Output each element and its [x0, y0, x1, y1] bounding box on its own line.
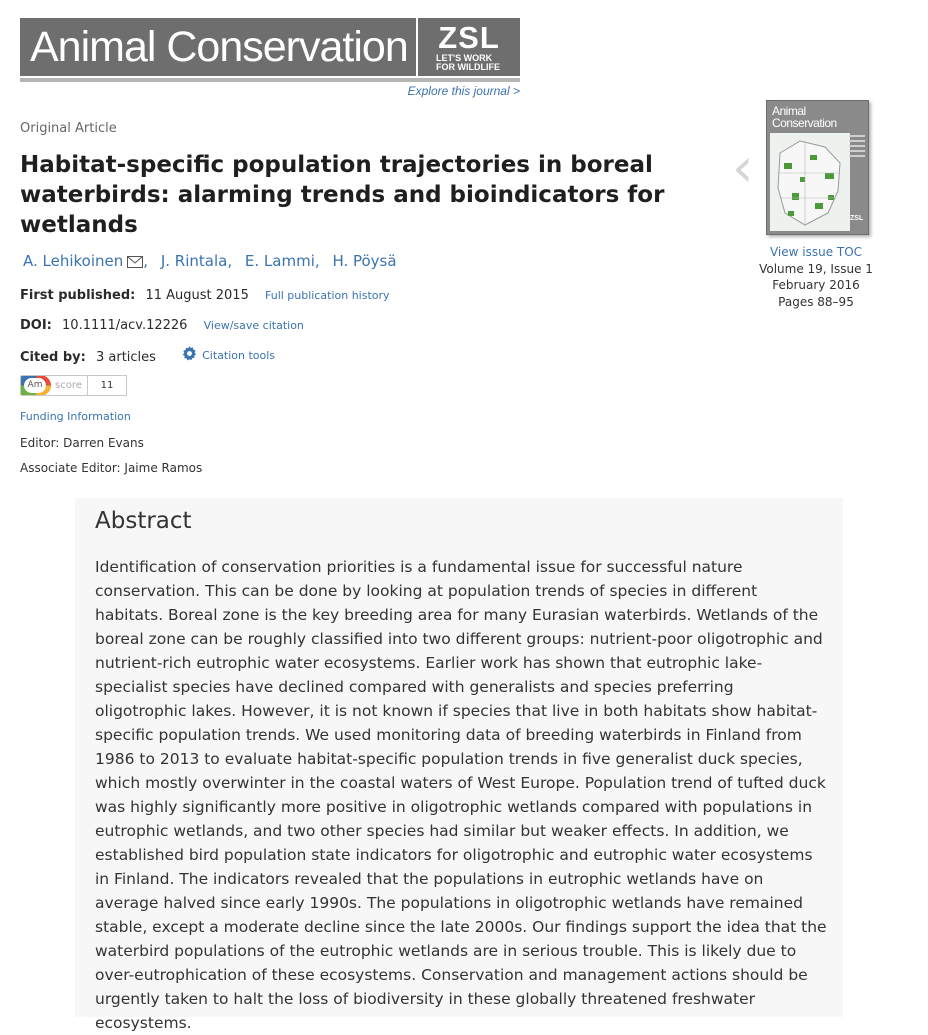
- full-publication-history-link[interactable]: Full publication history: [265, 289, 390, 302]
- cover-journal-title: Animal Conservation: [772, 104, 837, 130]
- view-issue-toc-link[interactable]: View issue TOC: [769, 245, 863, 259]
- doi-label: DOI:: [20, 318, 52, 333]
- altmetric-badge[interactable]: [20, 375, 88, 396]
- abstract-text: Identification of conservation priorities is a fundamental issue for successful nature conservation. This can be done by looking at population trends of species in different habitats. Boreal zone is the key breeding area for many Eurasian waterbirds. Wetlands of the boreal zone can be roughly classified into two different groups: nutrient-poor oligotrophic and nutrient-rich eutrophic water ecosystems. Earlier work has shown that eutrophic lake-specialist species have declined compared with generalists and species preferring oligotrophic lakes. However, it is not known if species that live in both habitats show habitat-specific population trends. We used monitoring data of breeding waterbirds in Finland from 1986 to 2013 to evaluate habitat-specific population trends in five generalist duck species, which mostly overwinter in the coastal waters of West Europe. Population trend of tufted duck was highly significantly more positive in oligotrophic wetlands compared with populations in eutrophic wetlands, and two other species had similar but weaker effects. In addition, we established bird population state indicators for oligotrophic and eutrophic water ecosystems in Finland. The indicators revealed that the populations in eutrophic wetlands have on average halved since early 1990s. The populations in oligotrophic wetlands have remained stable, except a moderate decline since the late 2000s. Our findings support the idea that the waterbird populations of the eutrophic wetlands are in serious trouble. This is likely due to over-eutrophication of these ecosystems. Conservation and management actions should be urgently taken to halt the loss of biodiversity in these globally threatened freshwater ecosystems.: [95, 558, 827, 1032]
- abstract-heading: Abstract: [95, 508, 192, 534]
- altmetric-donut-icon: [21, 375, 51, 396]
- doi-value[interactable]: 10.1111/acv.12226: [62, 318, 188, 333]
- banner-underline: [20, 78, 520, 82]
- explore-journal-link[interactable]: Explore this journal >: [407, 84, 520, 98]
- journal-banner[interactable]: [20, 18, 520, 82]
- doi-row: [20, 318, 304, 333]
- citation-tools-label: Citation tools: [202, 348, 276, 362]
- issue-volume: Volume 19, Issue 1: [759, 261, 873, 276]
- article-type: Original Article: [20, 121, 117, 136]
- cover-zsl-logo: ZSL: [850, 215, 864, 222]
- author-list: [23, 252, 397, 272]
- author-link[interactable]: H. Pöysä: [332, 252, 397, 270]
- cited-by-label: Cited by:: [20, 350, 86, 365]
- zsl-tagline: LET'S WORK FOR WILDLIFE: [436, 53, 500, 72]
- altmetric-score-value: 11: [87, 375, 127, 396]
- gear-icon: [182, 346, 197, 364]
- author-link[interactable]: E. Lammi: [244, 252, 315, 270]
- altmetric-am-label: Am: [24, 378, 46, 393]
- altmetric-widget[interactable]: [20, 375, 127, 396]
- associate-editor: Associate Editor: Jaime Ramos: [20, 461, 203, 475]
- author-link[interactable]: A. Lehikoinen: [23, 252, 124, 270]
- cited-by-row: [20, 346, 275, 365]
- issue-pages: Pages 88–95: [778, 294, 854, 309]
- abstract-section: [75, 498, 843, 1032]
- author-link[interactable]: J. Rintala: [160, 252, 228, 270]
- mail-icon[interactable]: [127, 254, 143, 272]
- citation-tools-button[interactable]: [182, 346, 275, 364]
- author-separator: ,: [314, 252, 320, 270]
- view-save-citation-link[interactable]: View/save citation: [203, 319, 304, 332]
- funding-information-link[interactable]: Funding Information: [20, 410, 131, 423]
- issue-cover[interactable]: [766, 100, 869, 235]
- journal-title-logo[interactable]: Animal Conservation: [20, 18, 416, 76]
- chevron-left-icon[interactable]: ‹: [732, 136, 754, 199]
- first-published-row: [20, 288, 390, 303]
- cited-by-count[interactable]: 3 articles: [95, 350, 156, 365]
- zsl-mark: ZSL: [438, 20, 500, 55]
- author-separator: ,: [227, 252, 233, 270]
- cover-text-lines: [849, 135, 865, 175]
- zsl-logo[interactable]: [418, 18, 520, 76]
- issue-info: [752, 244, 880, 310]
- article-title: Habitat-specific population trajectories in boreal waterbirds: alarming trends and bioindicators for wetlands: [20, 152, 665, 238]
- editor: Editor: Darren Evans: [20, 436, 144, 450]
- issue-date: February 2016: [772, 278, 860, 292]
- altmetric-score-label: score: [55, 380, 82, 391]
- first-published-date: 11 August 2015: [145, 288, 249, 303]
- author-separator: ,: [143, 252, 149, 270]
- first-published-label: First published:: [20, 288, 136, 303]
- cover-map-image: [770, 133, 850, 231]
